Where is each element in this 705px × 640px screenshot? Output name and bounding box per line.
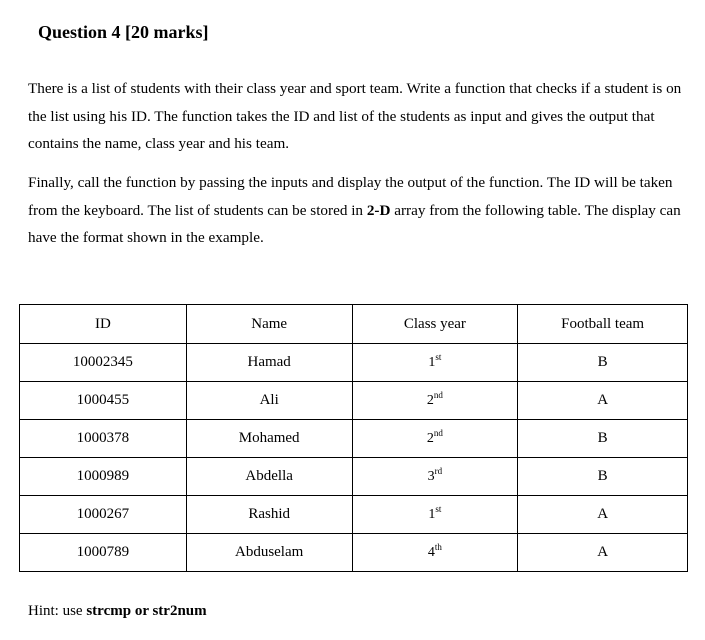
header-football-team: Football team: [518, 305, 688, 344]
cell-football-team: A: [518, 496, 688, 534]
hint-prefix: Hint: use: [28, 603, 87, 619]
cell-name: Abduselam: [186, 534, 352, 572]
cell-name: Abdella: [186, 458, 352, 496]
cell-name: Mohamed: [186, 420, 352, 458]
class-year-number: 1: [428, 506, 436, 522]
class-year-suffix: st: [435, 351, 442, 362]
table-row: [20, 420, 688, 458]
header-id: ID: [20, 305, 187, 344]
class-year-number: 1: [428, 354, 436, 370]
question-title: Question 4 [20 marks]: [38, 22, 209, 42]
table-row: [20, 382, 688, 420]
class-year-suffix: st: [435, 503, 442, 514]
cell-id: 1000455: [20, 382, 187, 420]
cell-id: 1000789: [20, 534, 187, 572]
class-year-number: 4: [427, 544, 435, 560]
question-paragraph-2: [28, 169, 688, 252]
hint-connector: or: [131, 603, 153, 619]
paragraph-2-text-before: Finally, call the function by passing the inputs and display the output of the function. The ID will be taken from the keyboard. The list of students can be stored in: [28, 174, 673, 219]
hint-function-2: str2num: [152, 603, 207, 619]
cell-football-team: B: [518, 458, 688, 496]
cell-name: Ali: [186, 382, 352, 420]
cell-football-team: A: [518, 382, 688, 420]
cell-id: 1000989: [20, 458, 187, 496]
header-class-year: Class year: [352, 305, 518, 344]
cell-name: Rashid: [186, 496, 352, 534]
table-row: [20, 344, 688, 382]
cell-class-year: [352, 382, 518, 420]
cell-class-year: [352, 534, 518, 572]
class-year-suffix: rd: [434, 465, 443, 476]
class-year-number: 3: [427, 468, 435, 484]
header-name: Name: [186, 305, 352, 344]
students-table: [19, 304, 688, 572]
table-row: [20, 458, 688, 496]
paragraph-2-bold-term: 2-D: [366, 201, 391, 219]
class-year-suffix: nd: [433, 389, 443, 400]
cell-football-team: B: [518, 344, 688, 382]
cell-id: 1000267: [20, 496, 187, 534]
class-year-number: 2: [426, 392, 434, 408]
question-paragraph-1: There is a list of students with their class year and sport team. Write a function that checks if a student is on the list using his ID. The function takes the ID and list of the students as input and gives the output that contains the name, class year and his team.: [28, 80, 682, 152]
class-year-suffix: nd: [433, 427, 443, 438]
table-row: [20, 496, 688, 534]
paragraph-2-text-after: array from the following table. The display can have the format shown in the example.: [28, 201, 681, 246]
class-year-suffix: th: [434, 541, 442, 552]
cell-football-team: B: [518, 420, 688, 458]
cell-id: 10002345: [20, 344, 187, 382]
cell-name: Hamad: [186, 344, 352, 382]
class-year-number: 2: [426, 430, 434, 446]
cell-class-year: [352, 420, 518, 458]
cell-id: 1000378: [20, 420, 187, 458]
cell-football-team: A: [518, 534, 688, 572]
cell-class-year: [352, 496, 518, 534]
cell-class-year: [352, 344, 518, 382]
table-row: [20, 534, 688, 572]
hint-function-1: strcmp: [86, 603, 132, 619]
table-header-row: [20, 305, 688, 344]
hint-text: [28, 603, 207, 620]
cell-class-year: [352, 458, 518, 496]
